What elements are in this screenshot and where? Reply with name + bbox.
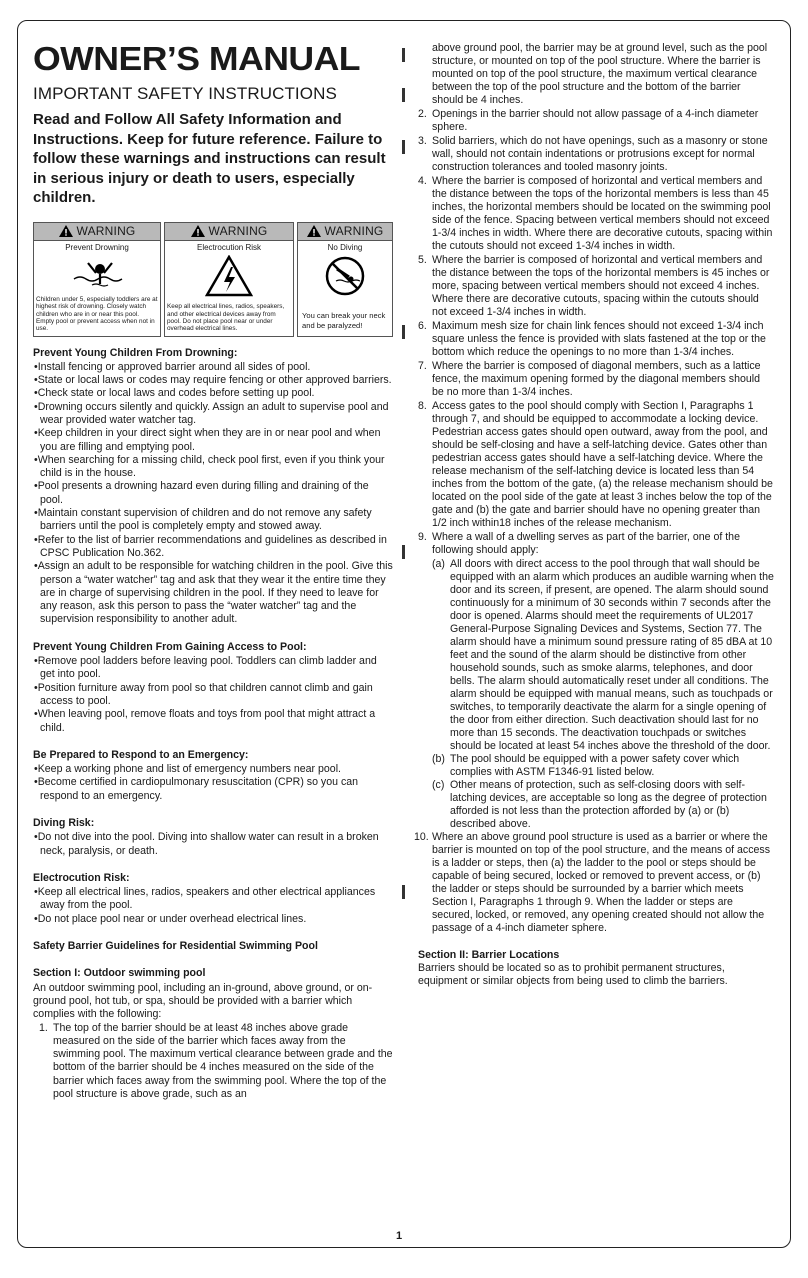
warning-header [298,223,392,241]
column-divider-mark [402,140,405,154]
list-item: • When leaving pool, remove floats and toys from pool that might attract a child. [33,708,393,735]
warning-triangle-icon [191,225,205,237]
guidelines-heading: Safety Barrier Guidelines for Residential Swimming Pool [33,940,318,953]
sub-item: (b) The pool should be equipped with a power safety cover which complies with ASTM F1346-91 listed below. [432,753,740,778]
column-divider-mark [402,545,405,559]
warning-header [34,223,160,241]
page-title: OWNER’S MANUAL [33,40,361,77]
list-item: • Keep a working phone and list of emergency numbers near pool. [33,763,393,776]
section-barrier-locations [418,949,774,988]
section-guidelines [33,940,393,953]
left-column [33,40,393,1102]
section-text: Barriers should be located so as to prohibit permanent structures, equipment or similar objects from being used to climb the barriers. [418,962,728,987]
list-item: • Do not place pool near or under overhead electrical lines. [33,913,393,926]
page-number: 1 [396,1230,403,1242]
list-item: • State or local laws or codes may require fencing or other approved barriers. [33,374,393,387]
list-item: 6. Maximum mesh size for chain link fences should not exceed 1-3/4 inch square unless the fence is provided with slats fastened at the top or the bottom which reduce the openings to no more than 1-3/4 inches. [418,320,766,358]
section-outdoor-pool [33,967,393,1101]
item-text: above ground pool, the barrier may be at ground level, such as the pool structure, or mounted on top of the pool structure. Where the barrier is mounted on top of the pool structure, the maximum vertical clearance between the top of the pool structure and the bottom of the barrier should be 4 inches. [432,42,768,106]
list-item: • Pool presents a drowning hazard even during filling and draining of the pool. [33,480,393,507]
section-heading: Section I: Outdoor swimming pool [33,967,206,980]
list-item: • Check state or local laws and codes before setting up pool. [33,387,393,400]
warning-text: You can break your neck and be paralyzed! [302,310,386,330]
section-electrocution-risk [33,872,393,926]
section-heading: Prevent Young Children From Gaining Access to Pool: [33,640,307,653]
list-item: • Keep children in your direct sight when they are in or near pool and when you are filling and emptying pool. [33,427,393,454]
warning-triangle-icon [59,225,73,237]
high-voltage-icon [205,255,253,297]
section-heading: Electrocution Risk: [33,871,130,884]
warning-text: Keep all electrical lines, radios, speakers, and other electrical devices away from pool. Do not place pool near or under overhead electrical lines. [167,303,285,333]
list-item: • Do not dive into the pool. Diving into shallow water can result in a broken neck, paralysis, or death. [33,831,393,858]
section-heading: Diving Risk: [33,817,95,829]
section-diving-risk [33,817,393,858]
warning-heading: WARNING [208,224,268,238]
list-item: • Remove pool ladders before leaving pool. Toddlers can climb ladder and get into pool. [33,655,393,682]
list-item-continued [418,42,774,107]
list-item: • Drowning occurs silently and quickly. Assign an adult to supervise pool and wear provided water watcher tag. [33,401,393,428]
sub-item: (a) All doors with direct access to the pool through that wall should be equipped with an alarm which produces an audible warning when the door and its screen, if present, are opened. The alarm should sound continuously for a minimum of 30 seconds within 7 seconds after the door is opened. Alarms should meet the requirements of UL2017 General-Purpose Signaling Devices and Systems, Section 77. The alarm should have a minimum sound pressure rating of 85 dBA at 10 feet and the sound of the alarm should be distinctive from other household sounds, such as smoke alarms, telephones, and door bells. The alarm should automatically reset under all conditions. The alarm should be equipped with manual means, such as touchpads or switches, to temporarily deactivate the alarm for a single opening of the door from either direction. Such deactivation should last for no more than 15 seconds. The deactivation touchpads or switches should be located at least 54 inches above the threshold of the door. [432,558,774,752]
warning-header [165,223,293,241]
list-item: • Install fencing or approved barrier around all sides of pool. [33,361,393,374]
sub-item: (c) Other means of protection, such as self-closing doors with self-latching devices, are acceptable so long as the degree of protection afforded is not less than the protection afforded by (a) or (b) described above. [432,779,767,830]
item-text: The top of the barrier should be at least 48 inches above grade measured on the side of the barrier which faces away from the swimming pool. The maximum vertical clearance between grade and the bottom of the barrier should be 4 inches measured on the side of the barrier which faces away from the swimming pool. Where the top of the pool structure is above grade, such as an [53,1021,393,1101]
section-heading: Prevent Young Children From Drowning: [33,346,238,359]
list-item: 9. Where a wall of a dwelling serves as part of the barrier, one of the following should apply: [418,531,740,556]
list-item: • Position furniture away from pool so that children cannot climb and gain access to pool. [33,682,393,709]
drowning-child-icon [70,255,124,295]
warning-heading: WARNING [324,224,384,238]
right-column [414,42,774,988]
warning-electrocution [164,222,294,337]
warning-no-diving [297,222,393,337]
list-item: 4. Where the barrier is composed of horizontal and vertical members and the distance between the tops of the horizontal members is less than 45 inches, the horizontal members should be located on the swimming pool side of the fence. Spacing between vertical members should not exceed 1-3/4 inches in width. Where there are decorative cutouts, spacing within the cutouts should not exceed 1-3/4 inches in width. [418,175,773,252]
warning-drowning [33,222,161,337]
list-item: 7. Where the barrier is composed of diagonal members, such as a lattice fence, the maximum opening formed by the diagonal members should be no more than 1-3/4 inches. [418,360,761,398]
column-divider-mark [402,885,405,899]
list-item: 10. Where an above ground pool structure is used as a barrier or where the barrier is mounted on top of the pool structure, and the means of access is a ladder or steps, then (a) the ladder to the pool or steps should be capable of being secured, locked or removed to prevent access, or (b) the ladder or steps should be surrounded by a barrier which meets Section I, Paragraphs 1 through 9. When the ladder or steps are secured, locked, or removed, any opening created should not allow the passage of a 4-inch diameter sphere. [414,831,771,934]
list-item: 5. Where the barrier is composed of horizontal and vertical members and the distance between the tops of the horizontal members is 45 inches or more, spacing between vertical members should not exceed 4 inches. Where there are decorative cutouts, spacing within the cutouts should not exceed 1-3/4 inches in width. [418,254,770,318]
warning-panels [33,222,393,337]
section-drowning [33,347,393,627]
list-item: • Become certified in cardiopulmonary resuscitation (CPR) so you can respond to an emergency. [33,776,393,803]
section-heading: Section II: Barrier Locations [418,949,560,961]
page-subtitle: IMPORTANT SAFETY INSTRUCTIONS [33,84,337,103]
section-intro: An outdoor swimming pool, including an in-ground, above ground, or on-ground pool, hot tub, or spa, should be provided with a barrier which complies with the following: [33,981,373,1021]
warning-triangle-icon [307,225,321,237]
section-gaining-access [33,641,393,735]
list-item: 2. Openings in the barrier should not allow passage of a 4-inch diameter sphere. [418,108,759,133]
warning-text: Children under 5, especially toddlers are at highest risk of drowning. Closely watch children who are in or near this pool. Empty pool or prevent access when not in use. [36,296,158,333]
section-heading: Be Prepared to Respond to an Emergency: [33,748,249,761]
list-item: 1. The top of the barrier should be at least 48 inches above grade measured on the side of the barrier which faces away from the swimming pool. The maximum vertical clearance between grade and the bottom of the barrier should be 4 inches measured on the side of the barrier which faces away from the swimming pool. Where the top of the pool structure is above grade, such as an [39,1021,393,1101]
list-item: • Assign an adult to be responsible for watching children in the pool. Give this person a “water watcher” tag and ask that they wear it the entire time they are in charge of supervising children in the pool. If they need to leave for any reason, ask this person to pass the “water watcher” tag and the supervision responsibility to another adult. [33,560,393,626]
list-item: 3. Solid barriers, which do not have openings, such as a masonry or stone wall, should not contain indentations or protrusions except for normal construction tolerances and tooled masonry joints. [418,135,768,173]
intro-text: Read and Follow All Safety Information and Instructions. Keep for future reference. Failure to follow these warnings and instructions can result in serious injury or death to users, especially children. [33,111,386,206]
list-item: 8. Access gates to the pool should comply with Section I, Paragraphs 1 through 7, and should be equipped to accommodate a locking device. Pedestrian access gates should open outward, away from the pool, and should be self-closing and have a self-latching device. Gates other than pedestrian access gates should have a self-latching device. Where the release mechanism of the self-latching device is located less than 54 inches from the bottom of the gate, (a) the release mechanism should be located on the pool side of the gate at least 3 inches below the top of the gate and (b) the gate and barrier should have no opening greater than 1/2 inch within18 inches of the release mechanism. [418,400,773,529]
section-emergency [33,749,393,803]
warning-label: No Diving [327,242,363,252]
list-item: • Keep all electrical lines, radios, speakers and other electrical appliances away from the pool. [33,886,393,913]
list-item: • When searching for a missing child, check pool first, even if you think your child is in the house. [33,454,393,481]
list-item: • Maintain constant supervision of children and do not remove any safety barriers until the pool is completely empty and stowed away. [33,507,393,534]
column-divider-mark [402,325,405,339]
warning-heading: WARNING [76,224,136,238]
no-diving-icon [324,255,366,297]
warning-label: Prevent Drowning [65,242,129,252]
list-item: • Refer to the list of barrier recommendations and guidelines as described in CPSC Publication No.362. [33,534,393,561]
column-divider-mark [402,88,405,102]
warning-label: Electrocution Risk [196,242,262,252]
